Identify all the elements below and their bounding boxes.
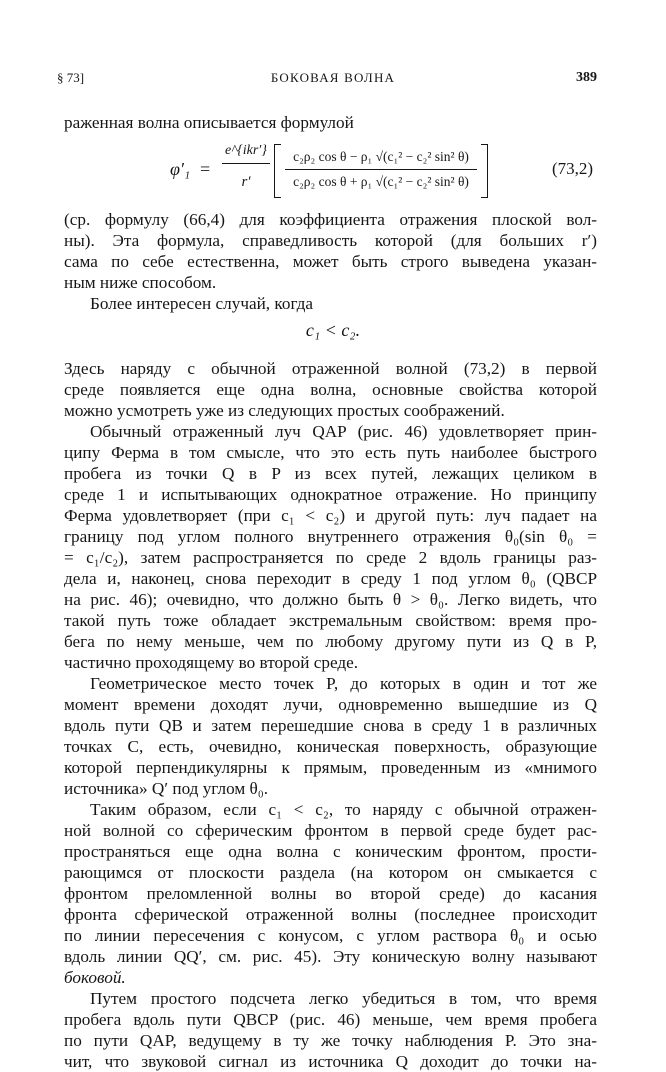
text-line: Здесь наряду с обычной отраженной волной (73,2) в первой xyxy=(64,359,597,378)
text-line: ной волной со сферическим фронтом в первой среде будет рас- xyxy=(64,821,597,840)
left-bracket xyxy=(274,144,281,198)
text-line: пространяться еще одна волна с коническим фронтом, прости- xyxy=(64,842,597,861)
text-line: ны). Эта формула, справедливость которой (для больших r′) xyxy=(64,231,597,250)
text-line: источника» Q′ под углом θ₀. xyxy=(64,779,269,798)
formula-73-2 xyxy=(170,139,600,203)
text-line: ным ниже способом. xyxy=(64,273,217,292)
formula-phase-factor xyxy=(222,143,270,191)
text-line: точках C, есть, очевидно, коническая поверхность, образующие xyxy=(64,737,597,756)
inequality: c₁ < c₂. xyxy=(305,320,361,340)
text-line: Геометрическое место точек P, до которых в один и тот же xyxy=(90,674,597,693)
equation-number: (73,2) xyxy=(552,159,594,178)
phase-factor-numerator: e^{ikr′} xyxy=(222,143,270,164)
text-line: фронта сферической отраженной волны (последнее происходит xyxy=(64,905,597,924)
text-line: среде 1 и испытывающих однократное отражение. Но принципу xyxy=(64,485,597,504)
text-line: можно усмотреть уже из следующих простых соображений. xyxy=(64,401,505,420)
text-line: момент времени доходят лучи, одновременно вышедшие из Q xyxy=(64,695,597,714)
text-line: Ферма удовлетворяет (при c₁ < c₂) и другой путь: луч падает на xyxy=(64,506,597,525)
formula-equals: = xyxy=(200,159,211,179)
coefficient-denominator: c₂ρ₂ cos θ + ρ₁ √(c₁² − c₂² sin² θ) xyxy=(293,174,469,189)
phase-factor-denominator: r′ xyxy=(241,174,251,190)
text-line: которой перпендикулярны к прямым, проведенным из «мнимого xyxy=(64,758,597,777)
text-line: фронтом преломленной волны во второй среде) до касания xyxy=(64,884,597,903)
text-line: Обычный отраженный луч QAP (рис. 46) удовлетворяет прин- xyxy=(90,422,597,441)
text-line: Путем простого подсчета легко убедиться в том, что время xyxy=(90,989,597,1008)
text-line: такой путь тоже обладает экстремальным свойством: время про- xyxy=(64,611,597,630)
text-line: на рис. 46); очевидно, что должно быть θ > θ₀. Легко видеть, что xyxy=(64,590,597,609)
text-line: вдоль линии QQ′, см. рис. 45). Эту коническую волну называют xyxy=(64,947,597,966)
text-line: рающимся от плоскости раздела (на котором он смыкается с xyxy=(64,863,597,882)
intro-line: раженная волна описывается формулой xyxy=(64,113,354,132)
running-header-section: § 73] xyxy=(57,70,85,85)
running-header-title: БОКОВАЯ ВОЛНА xyxy=(270,70,396,85)
page-number: 389 xyxy=(576,70,597,85)
text-line: (ср. формулу (66,4) для коэффициента отражения плоской вол- xyxy=(64,210,597,229)
text-line: по линии пересечения с конусом, с углом раствора θ₀ и осью xyxy=(64,926,597,945)
formula-reflection-coefficient xyxy=(285,149,477,190)
text-line: пробега из точки Q в P из всех путей, лежащих целиком в xyxy=(64,464,597,483)
text-line: чит, что звуковой сигнал из источника Q доходит до точки на- xyxy=(64,1052,597,1071)
formula-lhs: φ′₁ xyxy=(170,159,191,179)
text-line: по пути QAP, ведущему в ту же точку наблюдения P. Это зна- xyxy=(64,1031,597,1050)
text-line: вдоль пути QB и затем перешедшие снова в среду 1 в различных xyxy=(64,716,597,735)
lead-in-line: Более интересен случай, когда xyxy=(90,294,314,313)
text-line: ципу Ферма в том смысле, что это есть путь наиболее быстрого xyxy=(64,443,597,462)
text-line: = c₁/c₂), затем распространяется по среде 2 вдоль границы раз- xyxy=(64,548,597,567)
text-line: дела и, наконец, снова переходит в среду 1 под углом θ₀ (QBCP xyxy=(64,569,597,588)
text-line: пробега вдоль пути QBCP (рис. 46) меньше, чем время пробега xyxy=(64,1010,597,1029)
text-line: частично проходящему во второй среде. xyxy=(64,653,359,672)
coefficient-numerator: c₂ρ₂ cos θ − ρ₁ √(c₁² − c₂² sin² θ) xyxy=(285,149,477,170)
text-line: среде появляется еще одна волна, основные свойства которой xyxy=(64,380,597,399)
text-line: боковой. xyxy=(64,968,126,987)
right-bracket xyxy=(481,144,488,198)
text-line: Таким образом, если c₁ < c₂, то наряду с обычной отражен- xyxy=(90,800,597,819)
text-line: границу под углом полного внутреннего отражения θ₀(sin θ₀ = xyxy=(64,527,597,546)
text-line: бега по нему меньше, чем по любому другому пути из Q в P, xyxy=(64,632,597,651)
text-line: сама по себе естественна, может быть строго выведена указан- xyxy=(64,252,597,271)
